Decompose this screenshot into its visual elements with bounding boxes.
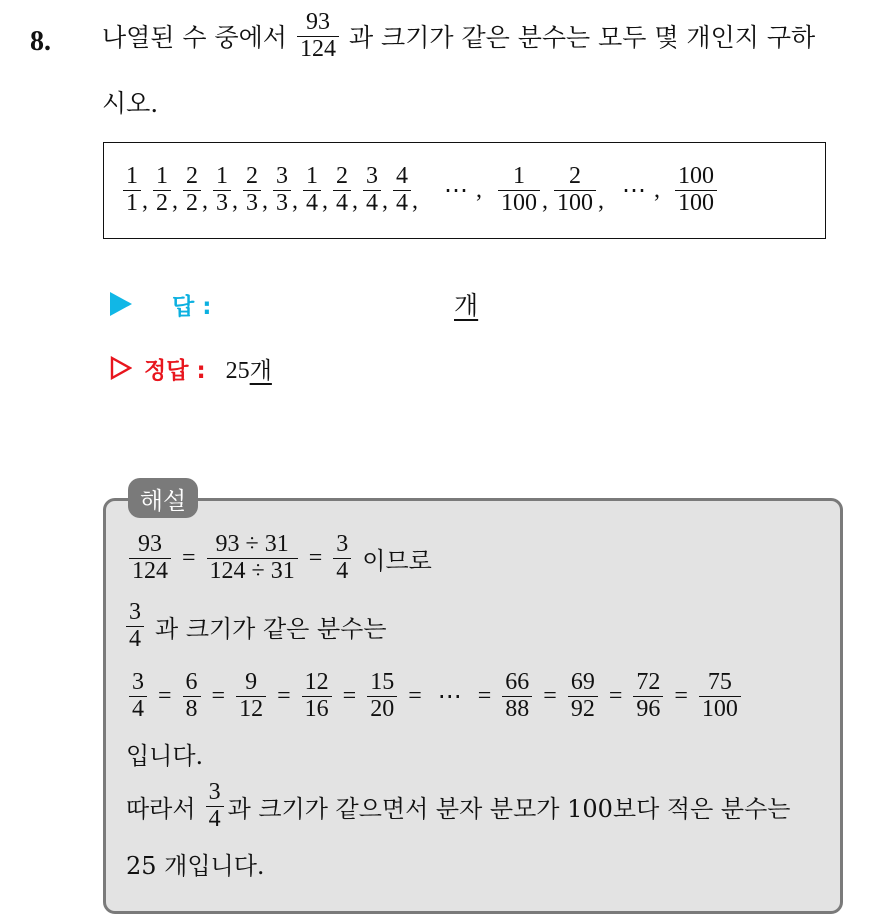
explanation-text: 따라서 (126, 794, 196, 823)
fraction-numerator: 2 (336, 163, 348, 190)
fraction-denominator: 3 (213, 190, 231, 217)
fraction-denominator: 124 (129, 558, 171, 585)
sequence-ellipsis: ⋯ (444, 178, 468, 204)
fraction (333, 164, 351, 217)
fraction (363, 164, 381, 217)
fraction-numerator: 3 (132, 669, 144, 695)
play-triangle-icon (110, 292, 132, 316)
sequence-separator: , (476, 177, 482, 203)
sequence-middle-fractions (496, 164, 608, 217)
fraction-numerator: 2 (246, 163, 258, 190)
fraction-numerator: 3 (208, 779, 221, 805)
sequence-separator: , (412, 188, 418, 214)
fraction-denominator: 100 (554, 190, 596, 217)
equals-sign: = (408, 682, 422, 709)
fraction-numerator: 1 (156, 163, 168, 190)
question-prefix: 나열된 수 중에서 (102, 23, 287, 53)
fraction (699, 670, 741, 723)
question-text-line2: 시오. (102, 89, 159, 118)
explanation-fraction (333, 532, 351, 585)
fraction-sequence-box (103, 142, 826, 239)
sequence-last-fraction (675, 164, 717, 217)
answer-input-unit[interactable]: 개 (454, 291, 479, 320)
fraction (568, 670, 598, 723)
explanation-text: 과 크기가 같으면서 분자 분모가 100보다 적은 분수는 (227, 794, 791, 823)
fraction (243, 164, 261, 217)
sequence-separator: , (292, 188, 298, 214)
fraction-denominator: 92 (568, 696, 598, 723)
fraction (393, 164, 411, 217)
fraction-denominator: 96 (633, 696, 663, 723)
explanation-line6 (126, 846, 265, 881)
sequence-fractions (122, 164, 422, 217)
fraction-numerator: 100 (678, 163, 714, 190)
fraction-denominator: 88 (502, 696, 532, 723)
fraction-denominator: 3 (243, 190, 261, 217)
explanation-fraction (129, 532, 171, 585)
fraction-denominator: 4 (303, 190, 321, 217)
fraction-numerator: 66 (505, 669, 530, 695)
equivalent-chain-start (126, 670, 400, 723)
fraction (633, 670, 663, 723)
sequence-separator: , (172, 188, 178, 214)
answer-row (110, 284, 211, 324)
fraction (183, 670, 201, 723)
question-number: 8. (30, 26, 51, 57)
fraction-denominator: 1 (123, 190, 141, 217)
correct-answer-number: 25 (225, 357, 250, 384)
sequence-separator-2: , (654, 177, 660, 203)
equals-sign: = (308, 544, 323, 571)
fraction-numerator: 1 (306, 163, 318, 190)
equals-sign: = (477, 682, 492, 709)
fraction-numerator: 4 (396, 163, 408, 190)
fraction-denominator: 4 (333, 558, 351, 585)
fraction (367, 670, 397, 723)
explanation-fraction (207, 532, 298, 585)
fraction-numerator: 72 (636, 669, 661, 695)
fraction-denominator: 100 (699, 696, 741, 723)
fraction-numerator: 93 (305, 9, 330, 35)
question-text-line1 (102, 10, 815, 63)
fraction-denominator: 100 (675, 190, 717, 217)
fraction-numerator: 93 (138, 531, 162, 557)
sequence-separator: , (262, 188, 268, 214)
fraction (153, 164, 171, 217)
fraction-numerator: 3 (129, 599, 141, 625)
fraction-denominator: 124 ÷ 31 (207, 558, 298, 585)
equals-sign: = (182, 544, 196, 571)
fraction-numerator: 1 (216, 163, 228, 190)
fraction-denominator: 3 (273, 190, 291, 217)
explanation-text: 과 크기가 같은 분수는 (155, 614, 387, 643)
fraction-numerator: 6 (185, 669, 198, 695)
fraction-numerator: 3 (366, 163, 378, 190)
explanation-line1 (126, 532, 432, 585)
target-fraction (297, 10, 339, 63)
fraction-denominator: 4 (126, 626, 144, 653)
fraction (498, 164, 540, 217)
fraction-denominator: 20 (367, 696, 397, 723)
explanation-tab: 해설 (128, 478, 198, 518)
fraction-numerator: 15 (370, 669, 395, 695)
sequence-separator: , (382, 188, 388, 214)
sequence-separator: , (142, 188, 148, 214)
fraction-numerator: 93 ÷ 31 (215, 531, 289, 557)
fraction-numerator: 3 (336, 531, 349, 557)
explanation-fraction (126, 600, 144, 653)
chain-ellipsis: ⋯ (437, 683, 462, 710)
fraction-denominator: 16 (302, 696, 332, 723)
fraction-numerator: 2 (569, 163, 581, 190)
explanation-text: 이므로 (362, 546, 432, 575)
fraction-denominator: 4 (129, 696, 147, 723)
fraction (273, 164, 291, 217)
explanation-fraction (206, 780, 224, 833)
fraction (129, 670, 147, 723)
explanation-line4 (126, 736, 203, 771)
fraction (554, 164, 596, 217)
sequence-separator: , (232, 188, 238, 214)
fraction (123, 164, 141, 217)
correct-answer-label: 정답 : (144, 357, 206, 384)
sequence-separator: , (322, 188, 328, 214)
equals-sign: = (277, 682, 291, 709)
fraction-numerator: 3 (276, 163, 288, 190)
fraction (213, 164, 231, 217)
fraction (183, 164, 201, 217)
fraction-numerator: 2 (186, 163, 198, 190)
fraction-denominator: 4 (393, 190, 411, 217)
fraction-numerator: 9 (245, 669, 258, 695)
fraction-denominator: 4 (206, 806, 224, 833)
fraction (502, 670, 532, 723)
sequence-separator: , (202, 188, 208, 214)
fraction (236, 670, 266, 723)
explanation-line5 (126, 780, 790, 833)
equals-sign: = (674, 682, 688, 709)
sequence-ellipsis-2: ⋯ (622, 178, 646, 204)
question-suffix: 과 크기가 같은 분수는 모두 몇 개인지 구하 (348, 23, 816, 53)
sequence-separator: , (542, 188, 548, 214)
correct-answer-value (226, 352, 272, 385)
fraction-denominator: 2 (153, 190, 171, 217)
outline-triangle-icon (110, 356, 132, 380)
equals-sign: = (158, 682, 172, 709)
fraction-denominator: 12 (236, 696, 266, 723)
fraction (303, 164, 321, 217)
fraction-numerator: 12 (304, 669, 329, 695)
explanation-line2 (126, 600, 387, 653)
fraction-denominator: 8 (183, 696, 201, 723)
fraction (302, 670, 332, 723)
fraction-numerator: 1 (513, 163, 525, 190)
fraction-numerator: 75 (707, 669, 732, 695)
correct-answer-unit: 개 (249, 357, 272, 384)
equals-sign: = (342, 682, 357, 709)
explanation-text: 25 개입니다. (126, 852, 265, 880)
fraction-denominator: 100 (498, 190, 540, 217)
fraction-denominator: 4 (333, 190, 351, 217)
fraction-denominator: 2 (183, 190, 201, 217)
explanation-line3 (126, 670, 744, 723)
equals-sign: = (608, 682, 623, 709)
equals-sign: = (211, 682, 226, 709)
explanation-text: 입니다. (126, 742, 204, 770)
equivalent-chain-end (470, 670, 744, 723)
fraction-denominator: 124 (297, 36, 339, 63)
sequence-separator: , (598, 188, 604, 214)
fraction-numerator: 69 (570, 669, 595, 695)
correct-answer-row (110, 348, 272, 388)
equals-sign: = (543, 682, 557, 709)
fraction-numerator: 1 (126, 163, 138, 190)
sequence-separator: , (352, 188, 358, 214)
fraction-denominator: 4 (363, 190, 381, 217)
answer-label: 답 : (172, 293, 212, 320)
